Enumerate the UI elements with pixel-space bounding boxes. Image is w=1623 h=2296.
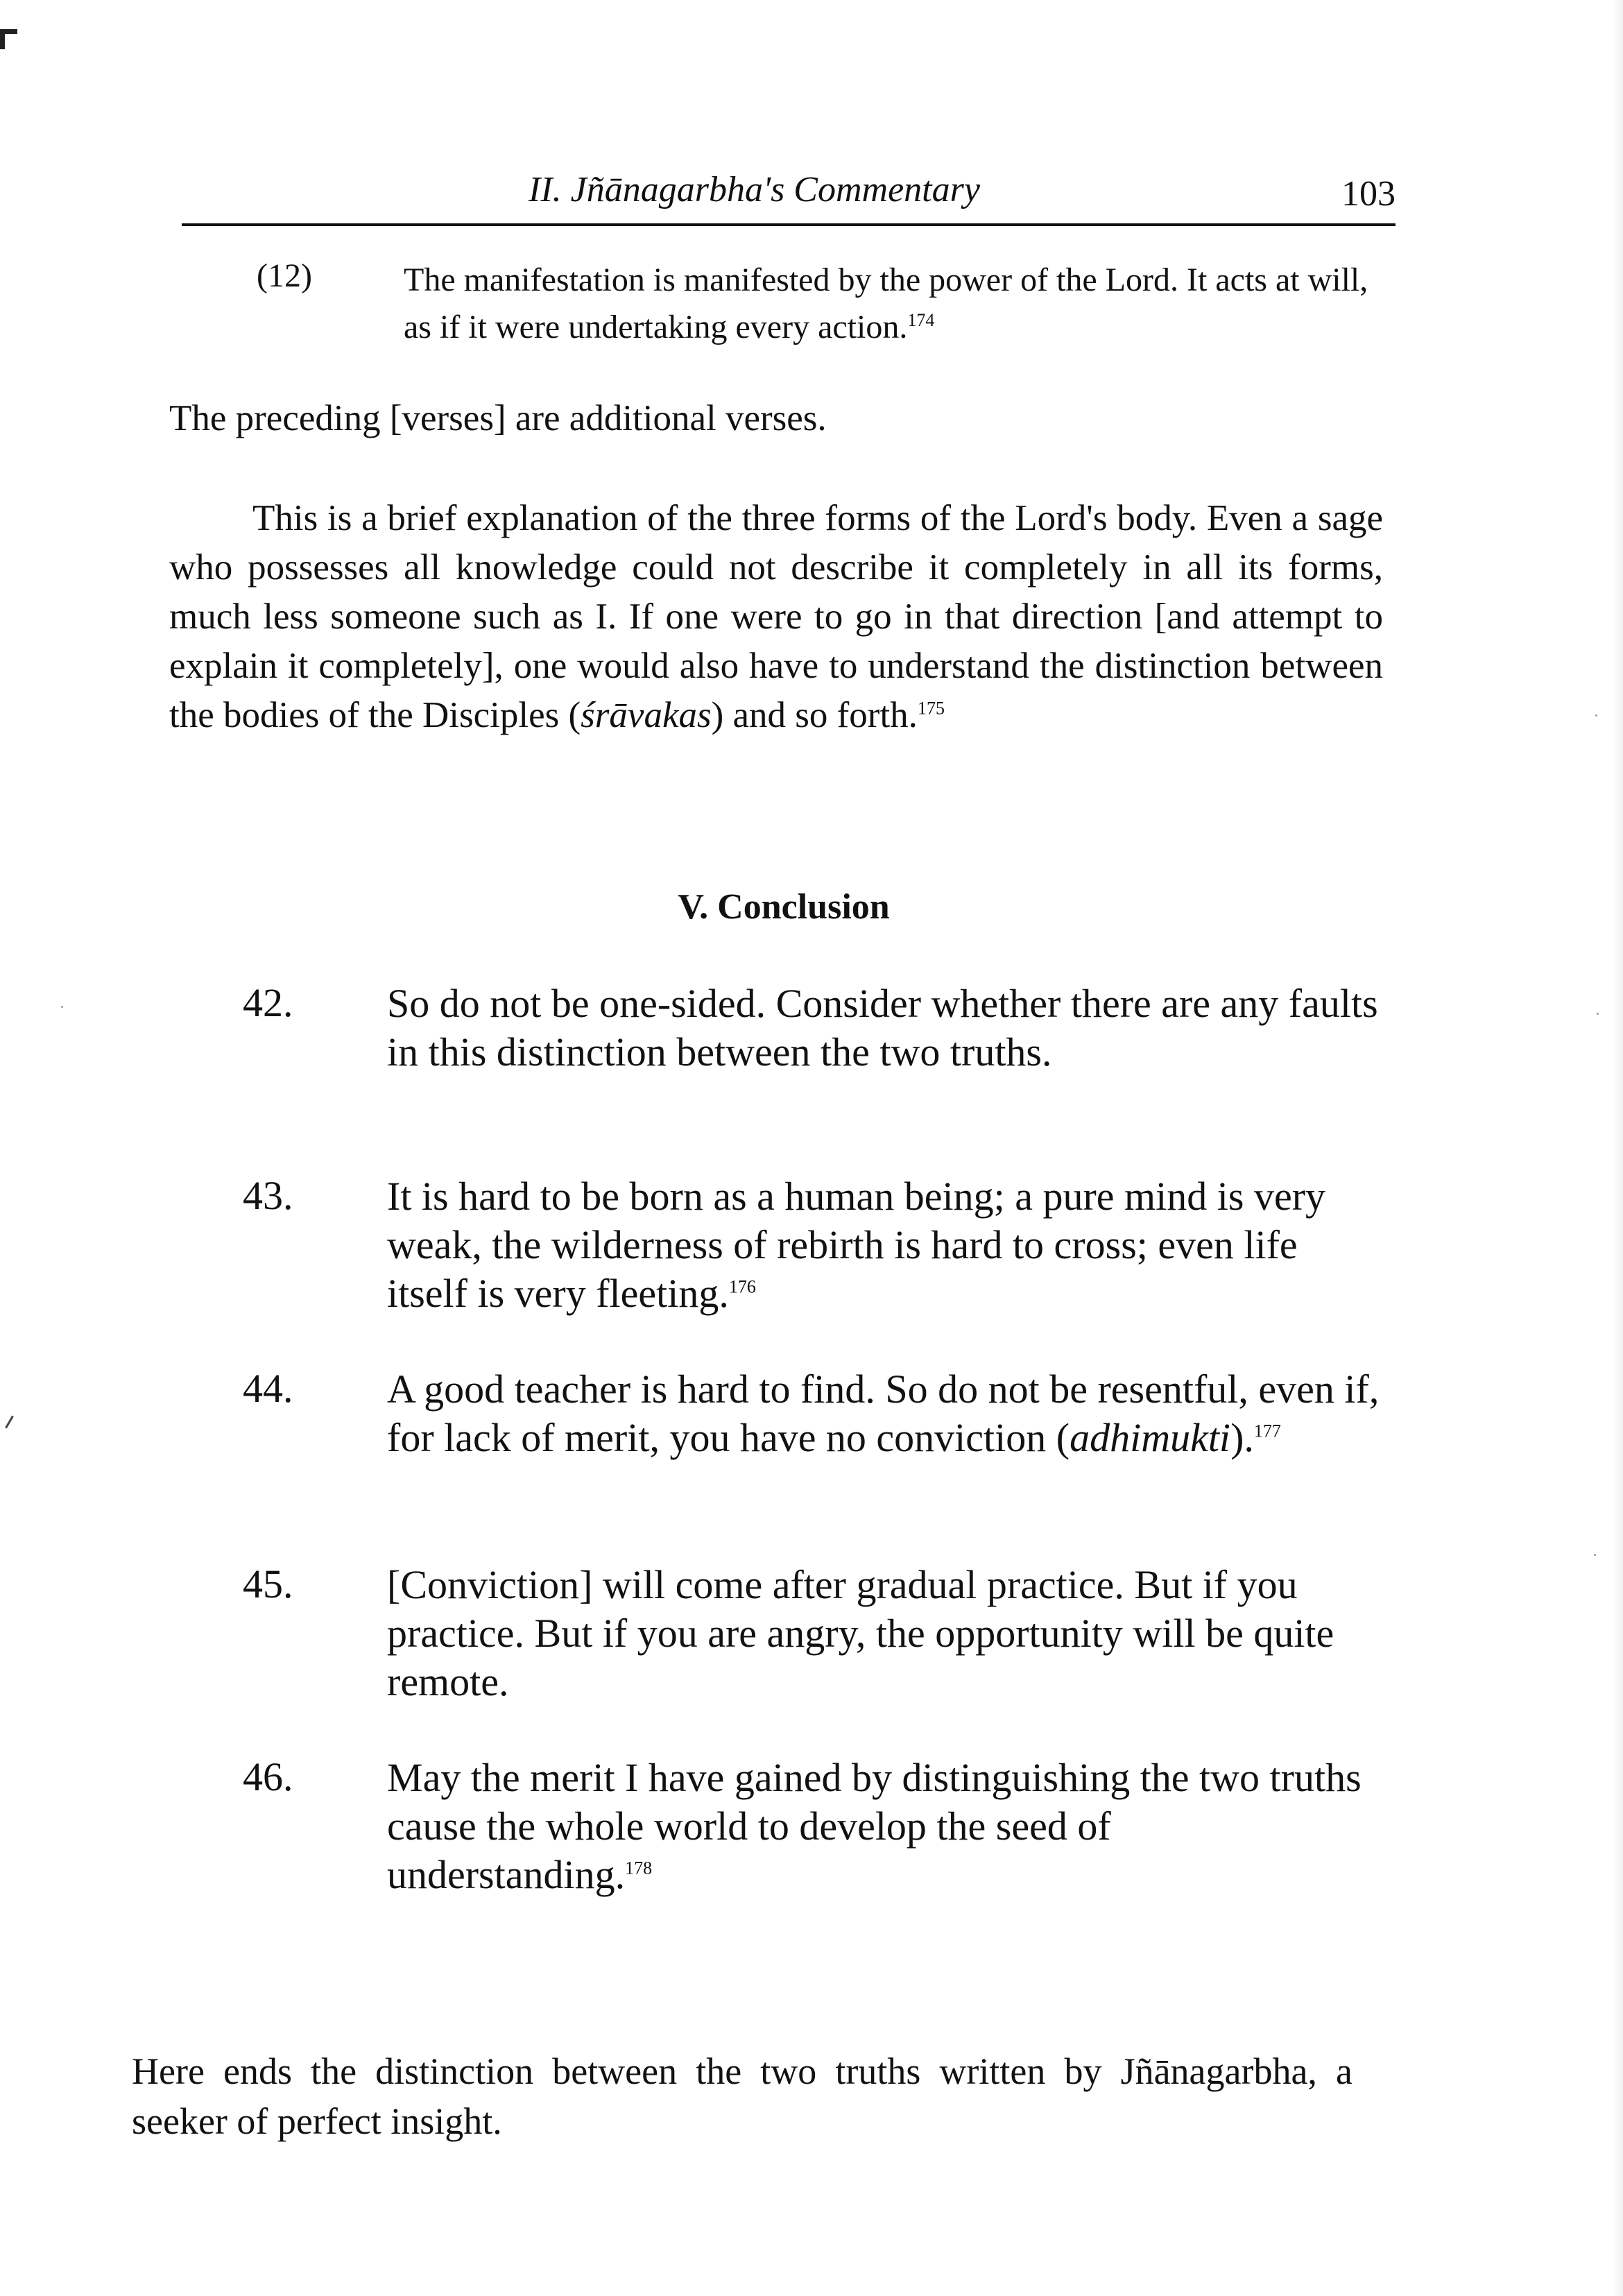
term-adhimukti: adhimukti	[1070, 1415, 1231, 1460]
scan-speck	[1597, 1013, 1599, 1015]
verse-text	[387, 1172, 1386, 1318]
verse-text-end: ).	[1230, 1415, 1254, 1460]
footnote-ref-176: 176	[728, 1276, 756, 1297]
verse-text-body: May the merit I have gained by distinguishing the two truths cause the whole world to develop the seed of understanding.	[387, 1755, 1362, 1897]
verse-text-body: A good teacher is hard to find. So do not be resentful, even if, for lack of merit, you have no conviction (	[387, 1367, 1380, 1460]
scan-speck	[1595, 714, 1597, 717]
scan-speck	[1594, 1554, 1596, 1556]
verse-text-body: It is hard to be born as a human being; a pure mind is very weak, the wilderness of rebirth is hard to cross; even life itself is very fleeting.	[387, 1174, 1326, 1316]
verse-text	[404, 257, 1375, 351]
verse-text: [Conviction] will come after gradual practice. But if you practice. But if you are angry, the opportunity will be quite remote.	[387, 1562, 1334, 1704]
scan-speck	[61, 1006, 63, 1008]
verse-number: 42.	[243, 980, 293, 1025]
paragraph-text-end: ) and so forth.	[711, 695, 918, 735]
margin-mark	[5, 1416, 14, 1429]
verse-number: 45.	[243, 1561, 293, 1607]
paragraph-explanation	[169, 494, 1383, 740]
paragraph-additional-verses: The preceding [verses] are additional verses.	[169, 398, 827, 438]
verse-number: (12)	[257, 257, 312, 294]
footnote-ref-177: 177	[1253, 1421, 1281, 1441]
footnote-ref-175: 175	[917, 698, 945, 719]
term-sravakas: śrāvakas	[581, 695, 712, 735]
page-edge-shadow	[1613, 0, 1623, 2296]
verse-text	[387, 1754, 1386, 1899]
running-head: II. Jñānagarbha's Commentary	[529, 170, 980, 209]
crop-mark	[0, 29, 17, 49]
page-number: 103	[1341, 174, 1396, 214]
page-header	[182, 157, 1396, 226]
verse-text-body: The manifestation is manifested by the power of the Lord. It acts at will, as if it were undertaking every action.	[404, 262, 1368, 345]
footnote-ref-174: 174	[907, 310, 935, 330]
closing-colophon: Here ends the distinction between the two truths written by Jñānagarbha, a seeker of perfect insight.	[132, 2050, 1352, 2142]
header-rule	[182, 223, 1396, 226]
verse-text	[387, 1365, 1386, 1462]
verse-text: So do not be one-sided. Consider whether there are any faults in this distinction between the two truths.	[387, 981, 1378, 1074]
paragraph-text: This is a brief explanation of the three forms of the Lord's body. Even a sage who possesses all knowledge could not describe it completely in all its forms, much less someone such as I. If one were to go in that direction [and attempt to explain it completely], one would also have to understand the distinction between the bodies of the Disciples (	[169, 498, 1383, 735]
verse-number: 44.	[243, 1366, 293, 1411]
footnote-ref-178: 178	[625, 1858, 653, 1878]
verse-number: 46.	[243, 1754, 293, 1799]
verse-number: 43.	[243, 1173, 293, 1218]
section-heading: V. Conclusion	[678, 887, 890, 927]
